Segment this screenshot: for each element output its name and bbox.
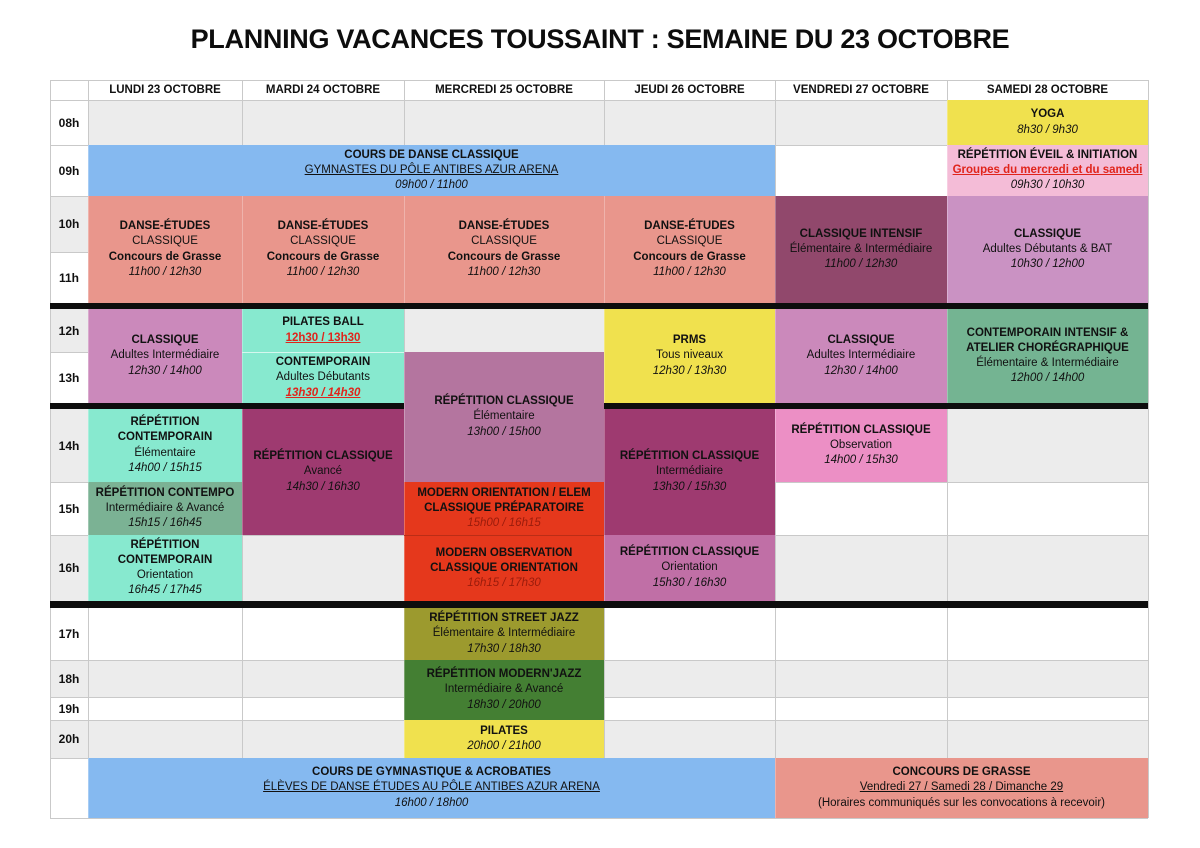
hour-label-19h: 19h [58,701,80,716]
block-text-line: CONCOURS DE GRASSE [892,766,1031,779]
block-text-line: 13h30 / 15h30 [652,480,727,493]
block-text-line: Intermédiaire & Avancé [444,683,564,696]
hour-label-08h: 08h [58,115,80,130]
block-text-line: RÉPÉTITION CLASSIQUE [791,423,931,436]
block-text-line: 12h30 / 14h00 [128,364,202,377]
hour-label-13h: 13h [58,370,80,385]
block-text-line: CLASSIQUE PRÉPARATOIRE [424,501,584,514]
block-text-line: RÉPÉTITION [130,416,200,429]
block-text-line: RÉPÉTITION CLASSIQUE [253,450,393,463]
block-text-line: 11h00 / 12h30 [128,265,202,278]
block-text-line: 12h30 / 13h30 [652,364,727,377]
block-text-line: Orientation [661,561,718,574]
block-yoga [947,100,1148,145]
block-text-line: 16h00 / 18h00 [394,796,469,809]
block-text-line: ATELIER CHORÉGRAPHIQUE [966,341,1129,354]
block-text-line: 15h15 / 16h45 [128,517,202,530]
block-text-line: 12h00 / 14h00 [1010,372,1085,385]
block-text-line: CLASSIQUE [827,334,895,347]
block-text-line: CLASSIQUE [132,235,198,248]
block-text-line: PRMS [672,334,707,347]
block-text-line: Orientation [136,569,194,581]
block-text-line: Tous niveaux [655,349,724,362]
block-text-line: MODERN ORIENTATION / ELEM [417,486,591,499]
block-text-line: 15h30 / 16h30 [652,576,727,589]
block-text-line: 13h00 / 15h00 [467,425,541,438]
block-text-line: 11h00 / 12h30 [286,265,360,278]
block-text-line: 16h15 / 17h30 [467,577,541,590]
block-text-line: Adultes Débutants & BAT [982,242,1113,255]
block-text-line: COURS DE DANSE CLASSIQUE [344,148,519,161]
block-text-line: CLASSIQUE [131,334,199,347]
hour-label-20h: 20h [58,732,80,746]
block-text-line: CONTEMPORAIN [117,431,213,444]
hour-label-11h: 11h [58,270,79,285]
block-text-line: Observation [829,438,892,451]
block-text-line: Concours de Grasse [108,250,222,263]
block-text-line: CLASSIQUE [471,235,537,248]
block-text-line: RÉPÉTITION CONTEMPO [95,486,235,499]
block-text-line: RÉPÉTITION CLASSIQUE [619,546,760,559]
block-text-line: 11h00 / 12h30 [653,265,726,278]
day-header-jeudi: JEUDI 26 OCTOBRE [634,84,745,96]
block-text-line: RÉPÉTITION CLASSIQUE [434,395,574,408]
block-repetition-classique-intermediaire [604,409,775,535]
block-contemporain-intensif-atelier [947,309,1148,403]
block-text-line: COURS DE GYMNASTIQUE & ACROBATIES [312,766,551,779]
block-pilates-ball [242,309,404,352]
day-header-lundi: LUNDI 23 OCTOBRE [109,84,221,96]
day-header-mardi: MARDI 24 OCTOBRE [265,84,381,96]
block-text-line: PILATES [480,724,528,737]
page-title: PLANNING VACANCES TOUSSAINT : SEMAINE DU 23 OCTOBRE [190,24,1010,54]
hour-label-12h: 12h [58,323,80,338]
block-text-line: 13h30 / 14h30 [285,386,361,399]
block-text-line: Adultes Intermédiaire [110,349,220,362]
section-divider [50,601,1148,608]
block-text-line: 8h30 / 9h30 [1017,123,1078,136]
block-text-line: CLASSIQUE [656,235,723,248]
block-modern-orientation-elem-classique-preparatoire [404,482,604,535]
block-text-line: RÉPÉTITION CLASSIQUE [619,450,760,463]
block-text-line: CLASSIQUE [1013,227,1082,240]
block-text-line: DANSE-ÉTUDES [277,220,369,233]
block-contemporain-adultes-debutants [242,352,404,403]
block-text-line: DANSE-ÉTUDES [644,220,735,233]
block-text-line: Intermédiaire [655,465,724,478]
block-text-line: 11h00 / 12h30 [467,265,541,278]
block-text-line: PILATES BALL [282,316,364,329]
block-text-line: CONTEMPORAIN [275,356,371,369]
block-repetition-classique-observation [775,409,947,482]
block-repetition-contemporain-elementaire [88,409,242,482]
block-cours-gymnastique-acrobaties [88,758,775,818]
block-text-line: DANSE-ÉTUDES [119,220,211,233]
block-repetition-eveil-initiation [947,145,1148,196]
block-text-line: CLASSIQUE ORIENTATION [430,561,578,574]
block-classique-adultes-intermediaire-vendredi [775,309,947,403]
block-repetition-contemporain-orientation [88,535,242,601]
block-danse-etudes-jeudi [604,196,775,303]
block-text-line: Élémentaire & Intermédiaire [432,627,576,640]
block-text-line: GYMNASTES DU PÔLE ANTIBES AZUR ARENA [304,163,559,176]
block-repetition-street-jazz [404,608,604,660]
block-text-line: (Horaires communiqués sur les convocations à recevoir) [818,796,1105,809]
hour-label-14h: 14h [58,438,80,453]
block-text-line: Avancé [303,465,343,478]
block-danse-etudes-lundi [88,196,242,303]
block-repetition-classique-orientation [604,535,775,601]
block-repetition-contempo-intermediaire-avance [88,482,242,535]
hour-label-17h: 17h [58,627,80,641]
block-text-line: MODERN OBSERVATION [435,546,573,559]
block-text-line: 17h30 / 18h30 [467,642,541,655]
block-text-line: Concours de Grasse [447,250,561,263]
block-cours-danse-classique-matin [88,145,775,196]
day-header-vendredi: VENDREDI 27 OCTOBRE [793,84,929,96]
block-text-line: Concours de Grasse [266,250,380,263]
block-text-line: Adultes Débutants [276,371,370,384]
block-classique-intensif [775,196,947,303]
block-text-line: CONTEMPORAIN INTENSIF & [966,326,1129,339]
hour-label-18h: 18h [58,671,80,686]
block-text-line: CLASSIQUE INTENSIF [799,227,923,240]
block-repetition-modern-jazz [404,660,604,720]
block-text-line: 12h30 / 13h30 [285,331,361,344]
block-classique-adultes-intermediaire-lundi [88,309,242,403]
grid-hline [50,818,1148,819]
block-modern-observation-classique-orientation [404,535,604,601]
block-text-line: ÉLÈVES DE DANSE ÉTUDES AU PÔLE ANTIBES AZUR ARENA [263,781,600,794]
block-text-line: Intermédiaire & Avancé [105,501,225,514]
day-header-samedi: SAMEDI 28 OCTOBRE [986,84,1109,96]
block-text-line: RÉPÉTITION ÉVEIL & INITIATION [957,148,1138,161]
block-text-line: 10h30 / 12h00 [1010,258,1085,271]
block-text-line: 14h00 / 15h30 [824,454,898,467]
block-concours-de-grasse [775,758,1148,818]
block-danse-etudes-mardi [242,196,404,303]
hour-label-09h: 09h [58,163,80,178]
block-text-line: 16h45 / 17h45 [128,584,202,597]
block-classique-adultes-debutants-bat [947,196,1148,303]
block-pilates-soir [404,720,604,758]
block-text-line: Concours de Grasse [633,250,746,263]
block-text-line: 09h30 / 10h30 [1010,179,1085,192]
block-text-line: CONTEMPORAIN [117,553,213,566]
block-text-line: 11h00 / 12h30 [824,258,898,271]
block-text-line: YOGA [1030,108,1065,121]
hour-label-15h: 15h [58,501,80,516]
day-header-mercredi: MERCREDI 25 OCTOBRE [435,84,573,96]
block-danse-etudes-mercredi [404,196,604,303]
block-text-line: 09h00 / 11h00 [395,179,468,192]
block-text-line: Groupes du mercredi et du samedi [952,163,1143,176]
block-repetition-classique-elementaire [404,352,604,482]
block-text-line: DANSE-ÉTUDES [458,220,550,233]
block-text-line: 14h00 / 15h15 [128,461,202,474]
hour-label-16h: 16h [58,561,80,575]
block-text-line: Élémentaire & Intermédiaire [789,242,933,255]
hour-label-10h: 10h [58,217,80,231]
grid-vline [1148,80,1149,818]
block-prms [604,309,775,403]
block-text-line: CLASSIQUE [290,235,356,248]
block-text-line: 14h30 / 16h30 [286,480,360,493]
block-text-line: Adultes Intermédiaire [806,349,916,362]
block-text-line: RÉPÉTITION MODERN'JAZZ [426,668,582,681]
block-text-line: Élémentaire & Intermédiaire [976,357,1119,369]
block-text-line: 18h30 / 20h00 [467,698,541,711]
block-repetition-classique-avance [242,409,404,535]
block-text-line: Élémentaire [134,446,196,459]
block-text-line: RÉPÉTITION [130,538,200,551]
block-text-line: Vendredi 27 / Samedi 28 / Dimanche 29 [859,781,1064,794]
block-text-line: Élémentaire [473,410,535,423]
block-text-line: 20h00 / 21h00 [467,740,541,752]
block-text-line: RÉPÉTITION STREET JAZZ [429,612,579,625]
block-text-line: 15h00 / 16h15 [467,517,541,530]
block-text-line: 12h30 / 14h00 [824,364,898,377]
